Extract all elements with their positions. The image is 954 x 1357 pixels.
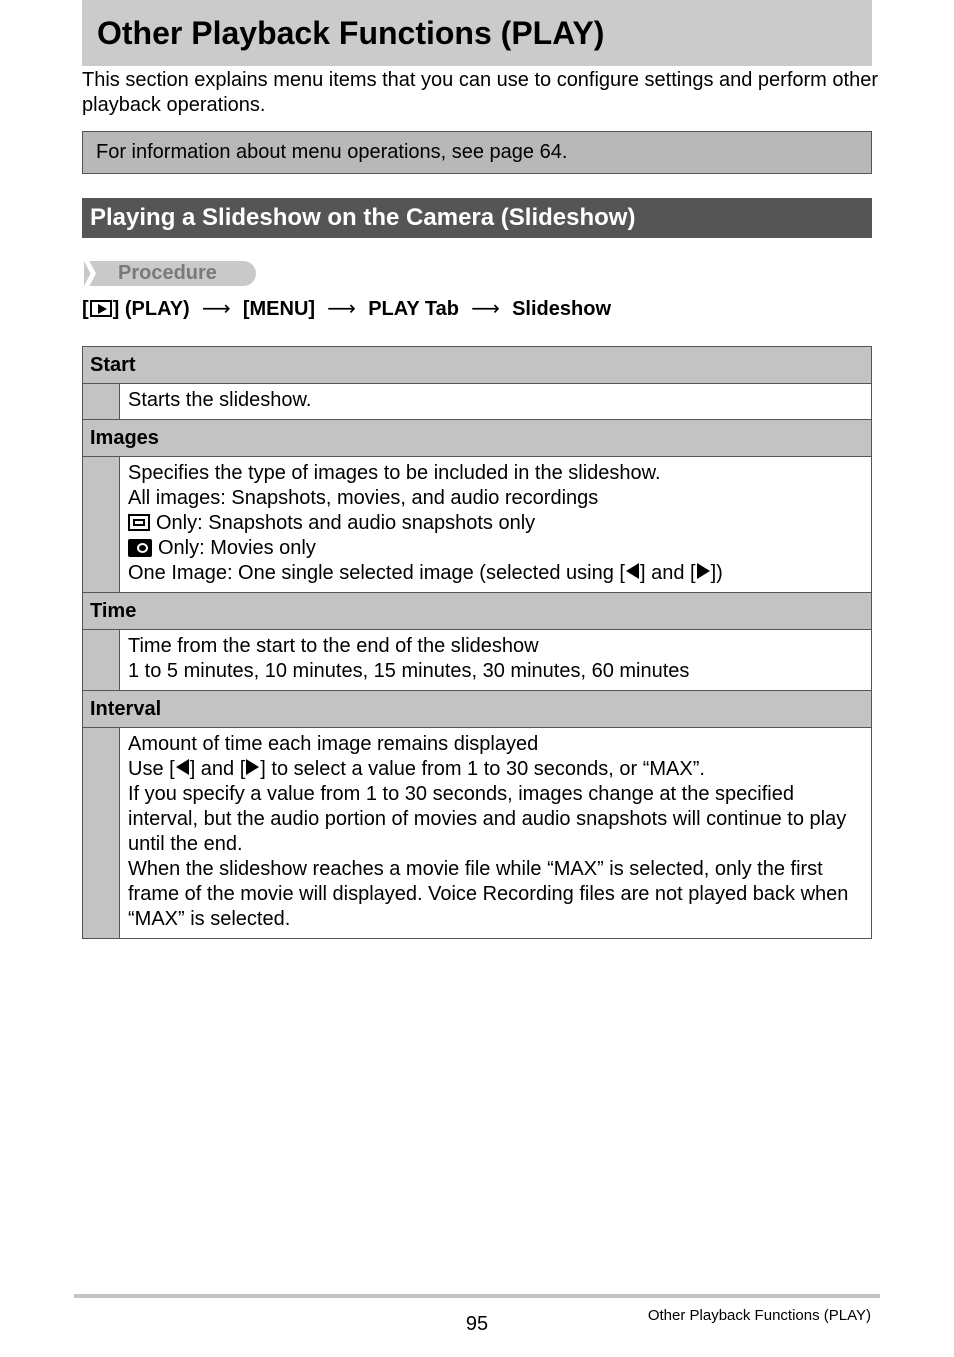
interval-line-2-a: Use [: [128, 758, 175, 780]
settings-table: [82, 346, 872, 939]
interval-line-2-c: ] to select a value from 1 to 30 seconds, or “MAX”.: [260, 758, 705, 780]
interval-line-1: Amount of time each image remains displayed: [128, 733, 539, 755]
info-note: For information about menu operations, see page 64.: [82, 131, 872, 174]
row-content: [120, 384, 871, 419]
images-line-4-text: Only: Movies only: [158, 537, 316, 559]
row-body-interval: [83, 728, 871, 938]
row-content: [120, 457, 871, 592]
running-title: Other Playback Functions (PLAY): [647, 1307, 871, 1324]
row-heading-images: Images: [83, 420, 871, 457]
page-number: 95: [465, 1313, 489, 1335]
procedure-tag: [84, 261, 256, 286]
images-line-5-b: ] and [: [639, 562, 696, 584]
movie-icon: [128, 539, 152, 557]
section-title: Playing a Slideshow on the Camera (Slideshow): [90, 204, 636, 231]
time-line-1: Time from the start to the end of the slideshow: [128, 635, 539, 657]
path-tab: PLAY Tab: [368, 298, 459, 320]
right-arrow-icon: [697, 563, 710, 579]
row-gutter: [83, 728, 120, 938]
row-body-start: [83, 384, 871, 420]
row-content: [120, 728, 871, 938]
interval-line-2-b: ] and [: [189, 758, 246, 780]
procedure-notch: [84, 261, 96, 286]
interval-line-4: When the slideshow reaches a movie file while “MAX” is selected, only the first frame of the movie will displayed. Voice Recording files are not played back when “MAX” is selected.: [128, 858, 849, 930]
row-gutter: [83, 384, 120, 419]
left-arrow-icon: [626, 563, 639, 579]
row-body-time: [83, 630, 871, 691]
page-title-bar: [82, 0, 872, 66]
interval-line-3: If you specify a value from 1 to 30 seconds, images change at the specified interval, but the audio portion of movies and audio snapshots will continue to play until the end.: [128, 783, 847, 855]
row-heading-interval: Interval: [83, 691, 871, 728]
images-line-3-text: Only: Snapshots and audio snapshots only: [156, 512, 536, 534]
section-header: [82, 198, 872, 238]
play-icon: [90, 300, 112, 317]
start-description: Starts the slideshow.: [128, 389, 312, 411]
path-open-bracket: [: [82, 298, 89, 320]
images-line-5: [128, 561, 863, 586]
row-content: [120, 630, 871, 690]
snapshot-icon: [128, 514, 150, 531]
time-line-2: 1 to 5 minutes, 10 minutes, 15 minutes, 30 minutes, 60 minutes: [128, 660, 690, 682]
page-title: Other Playback Functions (PLAY): [97, 15, 605, 51]
row-gutter: [83, 457, 120, 592]
right-arrow-icon: [246, 759, 259, 775]
row-heading-start: Start: [83, 347, 871, 384]
images-line-5-c: ]): [710, 562, 723, 584]
images-line-1: Specifies the type of images to be included in the slideshow.: [128, 462, 661, 484]
row-gutter: [83, 630, 120, 690]
row-body-images: [83, 457, 871, 593]
interval-line-2: [128, 757, 863, 782]
images-line-2: All images: Snapshots, movies, and audio recordings: [128, 487, 599, 509]
menu-path: [82, 295, 611, 323]
row-heading-time: Time: [83, 593, 871, 630]
intro-text: This section explains menu items that you can use to configure settings and perform other playback operations.: [82, 69, 878, 116]
procedure-label: Procedure: [118, 262, 217, 284]
path-menu: [MENU]: [242, 298, 316, 320]
images-line-3: [128, 511, 863, 536]
images-line-4: [128, 536, 863, 561]
arrow-icon: ⟶: [201, 298, 231, 320]
path-play: ] (PLAY): [112, 298, 190, 320]
arrow-icon: ⟶: [327, 298, 356, 320]
images-line-5-a: One Image: One single selected image (selected using [: [128, 562, 625, 584]
footer-rule: [74, 1294, 880, 1298]
left-arrow-icon: [176, 759, 189, 775]
arrow-icon: ⟶: [471, 298, 500, 320]
path-item: Slideshow: [512, 298, 611, 320]
